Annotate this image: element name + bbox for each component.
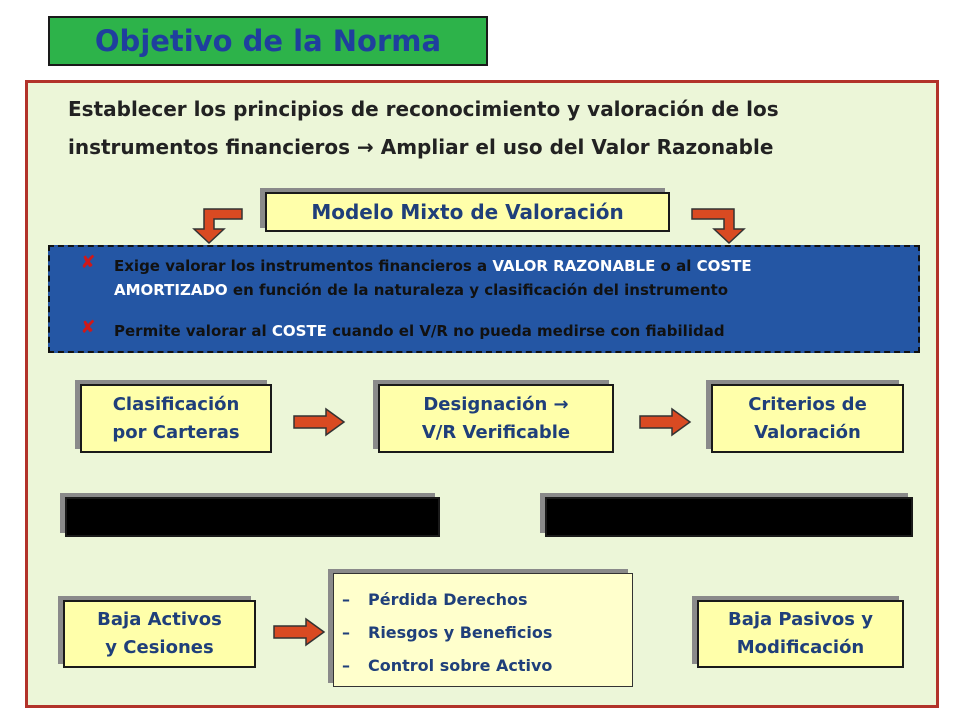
intro-text bbox=[68, 90, 923, 166]
model-box-label: Modelo Mixto de Valoración bbox=[311, 200, 624, 224]
list-item: – Control sobre Activo bbox=[342, 656, 553, 675]
criteria-item-2: Riesgos y Beneficios bbox=[368, 623, 553, 642]
baja-activos-line-1: Baja Activos bbox=[97, 609, 222, 630]
criteria-item-3: Control sobre Activo bbox=[368, 656, 553, 675]
bullet-2-prefix: Permite valorar al bbox=[114, 322, 272, 340]
flow-step-3-line-2: Valoración bbox=[754, 421, 861, 443]
baja-pasivos-box bbox=[697, 600, 904, 668]
bent-arrow-left bbox=[190, 205, 250, 245]
flow-step-classification bbox=[80, 384, 272, 453]
bullet-1-mid: o al bbox=[655, 257, 697, 275]
model-box bbox=[265, 192, 670, 232]
flow-step-1-line-2: por Carteras bbox=[112, 421, 240, 443]
baja-pasivos-line-1: Baja Pasivos y bbox=[727, 609, 873, 630]
bullet-1-strong-2: COSTE bbox=[696, 257, 752, 275]
cross-icon: ✘ bbox=[80, 252, 96, 273]
flow-step-criteria bbox=[711, 384, 904, 453]
placeholder-box-left bbox=[65, 497, 440, 537]
placeholder-box-right bbox=[545, 497, 913, 537]
right-arrow-icon bbox=[638, 408, 694, 436]
flow-step-2-line-2: V/R Verificable bbox=[421, 421, 571, 443]
panel-bullet-2 bbox=[62, 319, 912, 343]
bullet-1-strong-1: VALOR RAZONABLE bbox=[492, 257, 656, 275]
bullet-1-prefix: Exige valorar los instrumentos financieros a bbox=[114, 257, 493, 275]
criteria-item-1: Pérdida Derechos bbox=[368, 590, 528, 609]
baja-activos-box bbox=[63, 600, 256, 668]
criteria-list bbox=[333, 573, 633, 687]
intro-line-1: Establecer los principios de reconocimiento y valoración de los bbox=[68, 97, 779, 121]
bullet-2-text bbox=[114, 319, 725, 343]
bullet-2-rest: cuando el V/R no pueda medirse con fiabilidad bbox=[326, 322, 725, 340]
right-arrow-icon bbox=[292, 408, 348, 436]
list-item: – Pérdida Derechos bbox=[342, 590, 528, 609]
bullet-1-text bbox=[114, 254, 752, 302]
title-box bbox=[48, 16, 488, 66]
baja-pasivos-line-2: Modificación bbox=[736, 637, 865, 658]
bent-arrow-right bbox=[688, 205, 748, 245]
baja-activos-line-2: y Cesiones bbox=[105, 637, 214, 658]
cross-icon: ✘ bbox=[80, 317, 96, 338]
bullet-1-line2-rest: en función de la naturaleza y clasificación del instrumento bbox=[227, 281, 729, 299]
right-arrow-icon bbox=[272, 618, 328, 646]
flow-step-designation bbox=[378, 384, 614, 453]
flow-step-3-line-1: Criterios de bbox=[748, 393, 867, 415]
panel-bullet-1 bbox=[62, 254, 912, 302]
intro-line-2: instrumentos financieros → Ampliar el uso del Valor Razonable bbox=[68, 135, 774, 159]
flow-step-1-line-1: Clasificación bbox=[112, 393, 240, 415]
page-title: Objetivo de la Norma bbox=[94, 24, 442, 58]
bullet-2-strong: COSTE bbox=[271, 322, 327, 340]
flow-step-2-line-1: Designación → bbox=[423, 393, 569, 415]
list-item: – Riesgos y Beneficios bbox=[342, 623, 553, 642]
bullet-1-line2-strong: AMORTIZADO bbox=[114, 281, 228, 299]
